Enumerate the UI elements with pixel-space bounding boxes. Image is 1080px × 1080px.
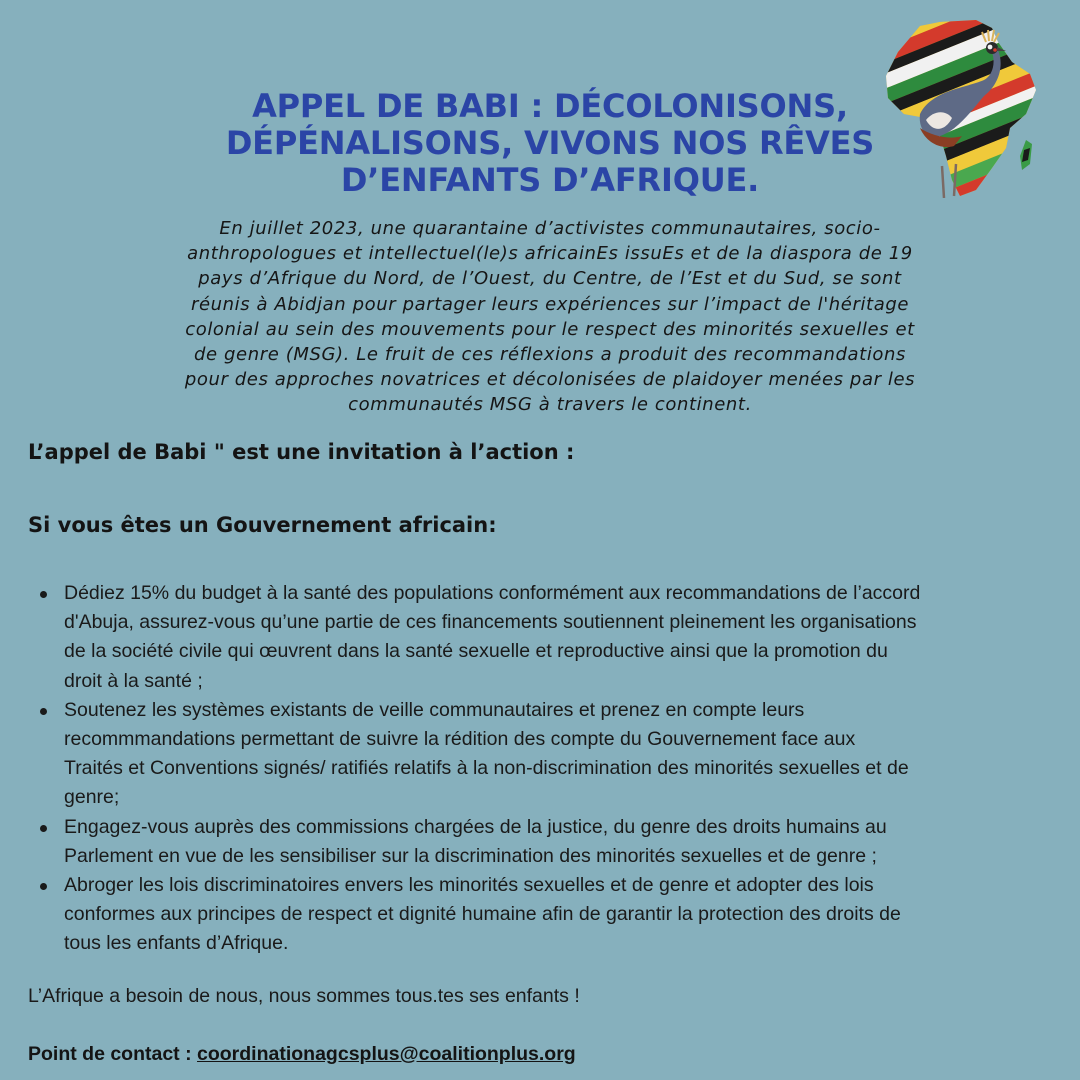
bullet-icon	[40, 883, 47, 890]
recommendation-list	[36, 579, 1066, 959]
contact-label: Point de contact :	[28, 1043, 198, 1065]
list-item-line: Parlement en vue de les sensibiliser sur la discrimination des minorités sexuelles et de genre ;	[64, 844, 877, 867]
list-item-line: d'Abuja, assurez-vous qu’une partie de ces financements soutiennent pleinement les organisations	[64, 611, 917, 634]
intro-line: réunis à Abidjan pour partager leurs expériences sur l’impact de l'héritage	[190, 293, 910, 315]
list-item-line: Abroger les lois discriminatoires envers les minorités sexuelles et de genre et adopter des lois	[64, 874, 874, 897]
list-item-line: Soutenez les systèmes existants de veille communautaires et prenez en compte leurs	[64, 698, 805, 721]
closing-statement: L’Afrique a besoin de nous, nous sommes tous.tes ses enfants !	[28, 985, 580, 1007]
intro-line: anthropologues et intellectuel(le)s africainEs issuEs et de la diaspora de 19	[187, 243, 913, 265]
list-item	[36, 696, 1066, 813]
intro-line: de genre (MSG). Le fruit de ces réflexions a produit des recommandations	[193, 344, 907, 366]
list-item-line: de la société civile qui œuvrent dans la santé sexuelle et reproductive ainsi que la promotion du	[64, 640, 888, 663]
list-item-line: recommmandations permettant de suivre la rédition des compte du Gouvernement face aux	[64, 728, 856, 751]
list-item	[36, 813, 1066, 871]
list-item-line: Traités et Conventions signés/ ratifiés relatifs à la non-discrimination des minorités sexuelles et de	[64, 757, 909, 780]
bullet-icon	[40, 825, 47, 832]
bullet-icon	[40, 708, 47, 715]
list-item	[36, 871, 1066, 959]
list-item-line: droit à la santé ;	[64, 669, 203, 692]
list-item-line: Engagez-vous auprès des commissions chargées de la justice, du genre des droits humains au	[64, 815, 887, 838]
bullet-icon	[40, 591, 47, 598]
list-item	[36, 579, 1066, 696]
intro-line: colonial au sein des mouvements pour le respect des minorités sexuelles et	[185, 318, 915, 340]
intro-line: En juillet 2023, une quarantaine d’activistes communautaires, socio-	[219, 218, 881, 239]
list-item-line: conformes aux principes de respect et dignité humaine afin de garantir la protection des droits de	[64, 903, 901, 926]
intro-line: pays d’Afrique du Nord, de l’Ouest, du Centre, de l’Est et du Sud, se sont	[198, 268, 902, 290]
list-item-line: genre;	[64, 786, 120, 809]
contact-email-link[interactable]: coordinationagcsplus@coalitionplus.org	[197, 1043, 576, 1065]
list-item-line: Dédiez 15% du budget à la santé des populations conformément aux recommandations de l’accord	[64, 582, 921, 604]
list-item-line: tous les enfants d’Afrique.	[64, 932, 289, 955]
title-line: D’ENFANTS D’AFRIQUE.	[340, 161, 760, 199]
title-line: DÉPÉNALISONS, VIVONS NOS RÊVES	[225, 124, 875, 162]
page-title	[140, 88, 960, 199]
government-heading: Si vous êtes un Gouvernement africain:	[28, 513, 497, 537]
call-to-action-heading: L’appel de Babi " est une invitation à l’action :	[28, 440, 575, 464]
title-line: APPEL DE BABI : DÉCOLONISONS,	[252, 87, 848, 125]
intro-paragraph	[100, 216, 1000, 418]
intro-line: pour des approches novatrices et décolonisées de plaidoyer menées par les	[184, 369, 916, 391]
contact-line	[28, 1043, 576, 1066]
intro-line: communautés MSG à travers le continent.	[348, 394, 752, 416]
